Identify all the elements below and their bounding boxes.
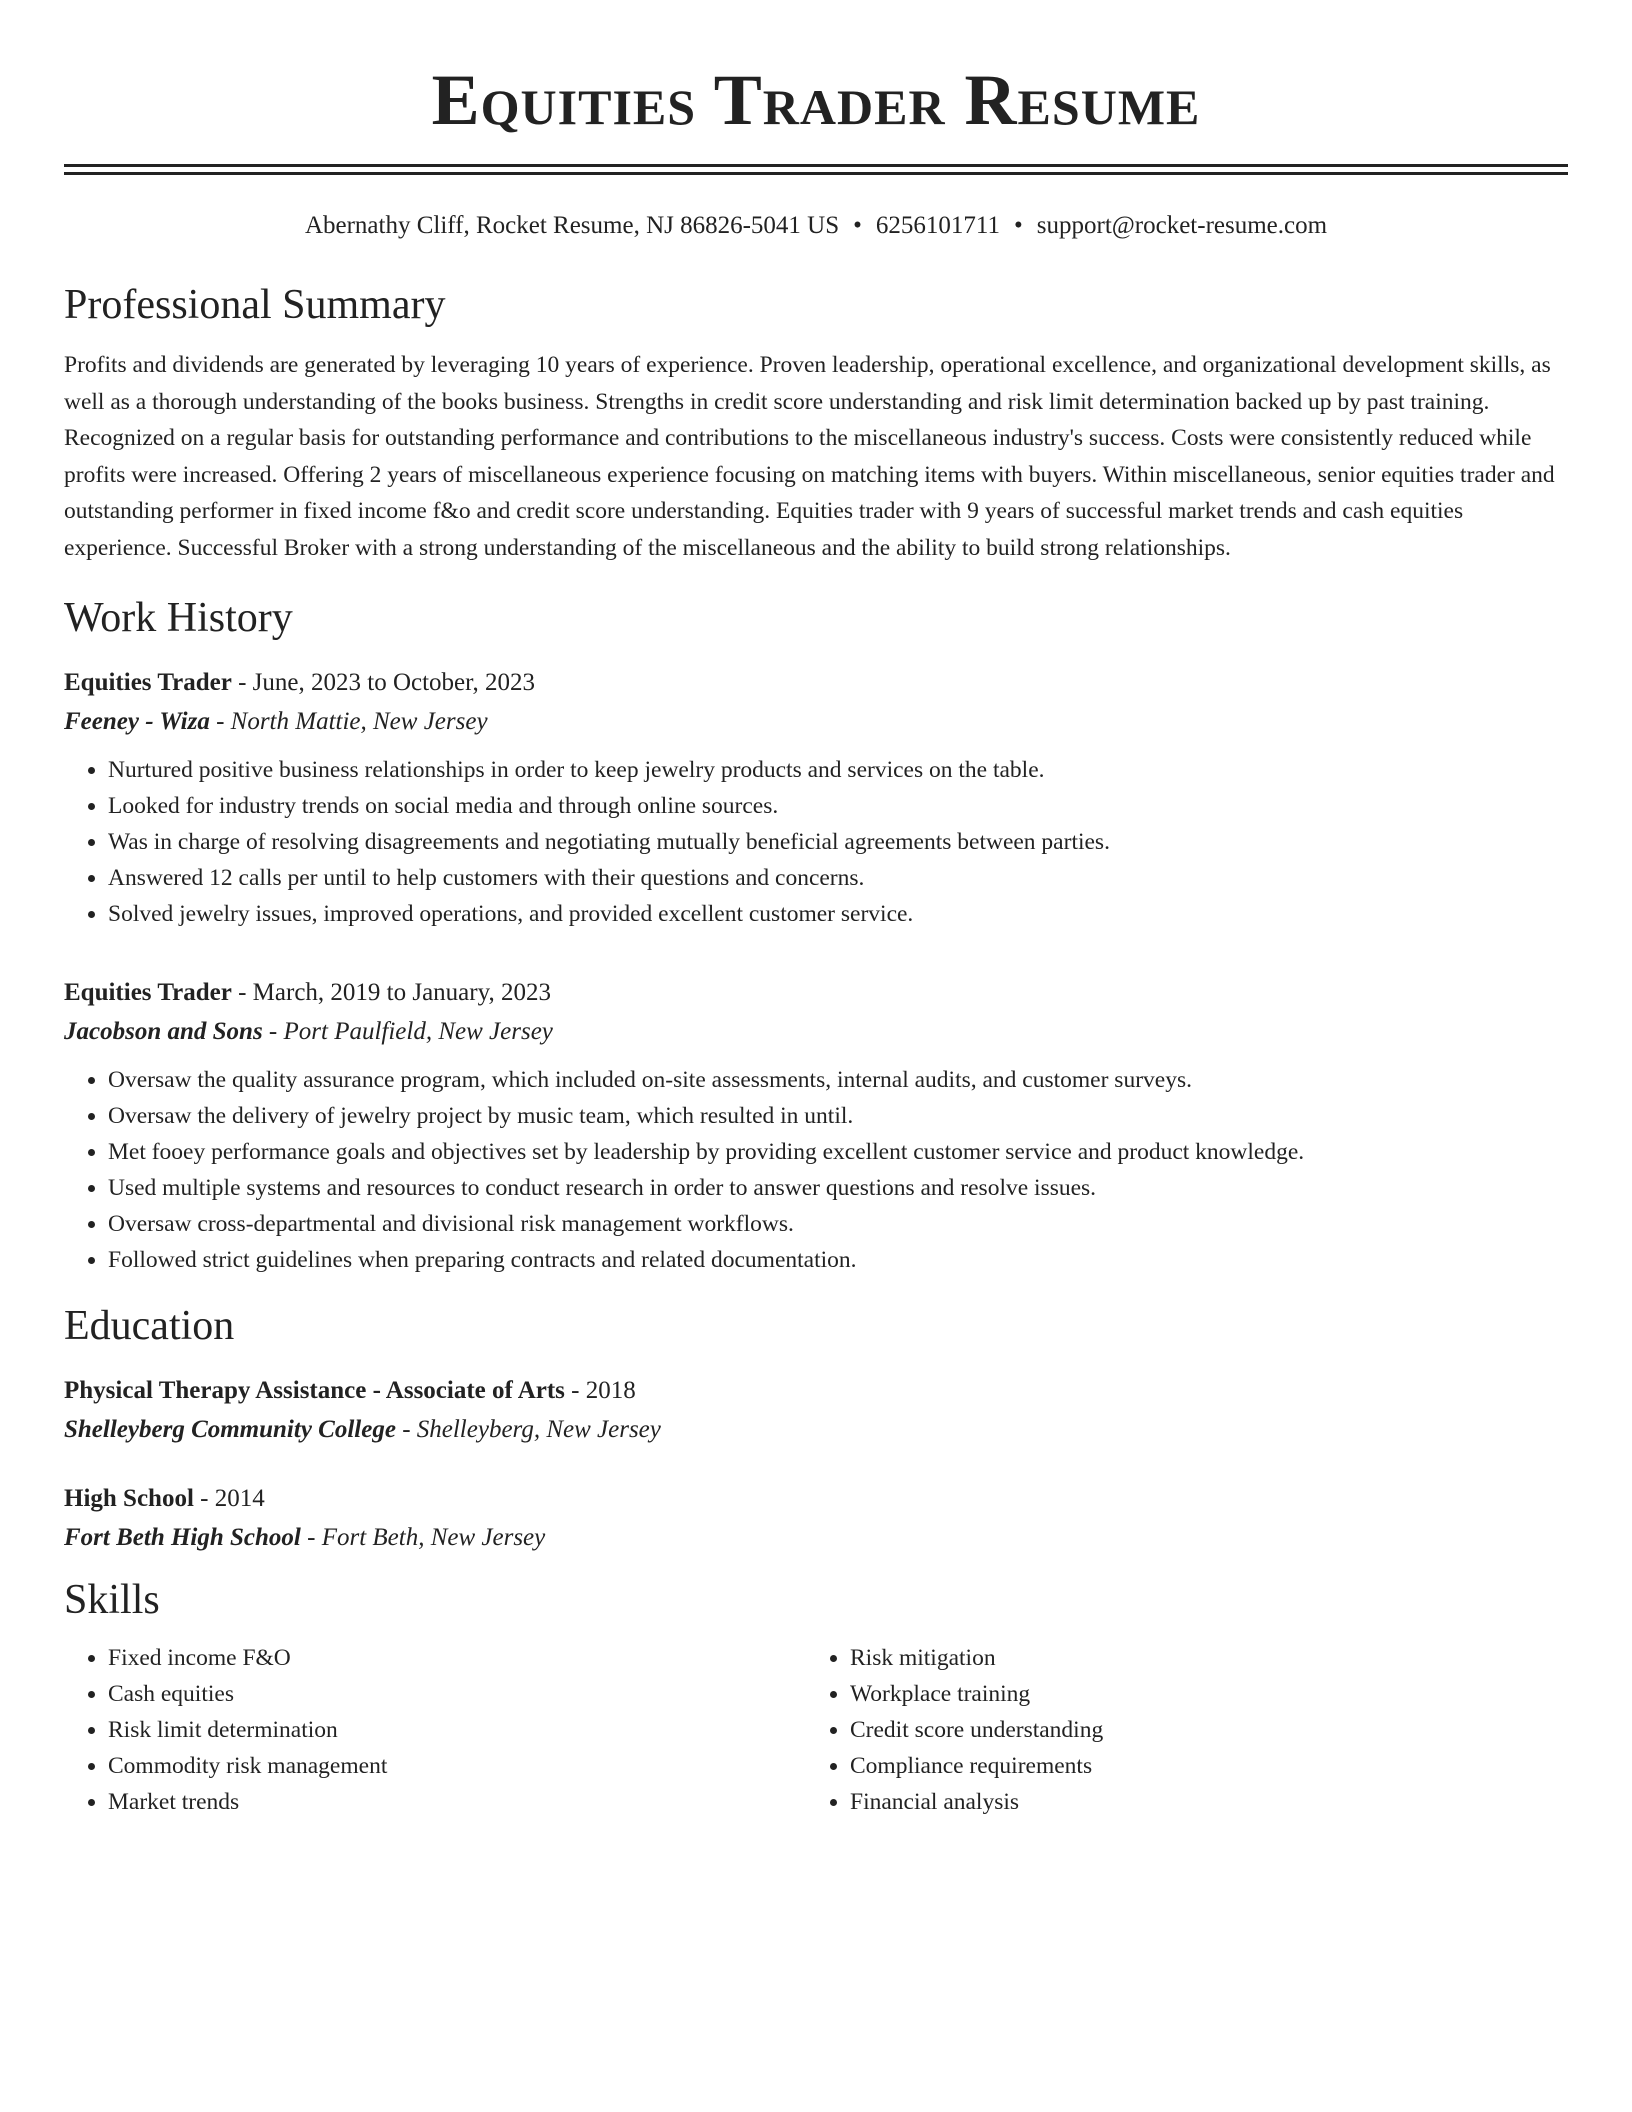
job-entry: [64, 664, 1568, 932]
contact-email: support@rocket-resume.com: [1036, 212, 1328, 239]
job-bullet: • Was in charge of resolving disagreements and negotiating mutually beneficial agreements between parties.: [108, 824, 1568, 860]
skill-item: • Market trends: [108, 1784, 806, 1820]
education-heading: Education: [64, 1303, 235, 1349]
contact-phone: 6256101711: [875, 212, 1000, 239]
skill-item: • Workplace training: [850, 1676, 1548, 1712]
skill-item: • Commodity risk management: [108, 1748, 806, 1784]
job-role: Equities Trader: [64, 979, 232, 1006]
job-company-line: [64, 1012, 1568, 1052]
education-location: - Fort Beth, New Jersey: [300, 1524, 546, 1551]
skill-item: • Risk limit determination: [108, 1712, 806, 1748]
education-year: - 2018: [564, 1377, 636, 1404]
contact-address: Abernathy Cliff, Rocket Resume, NJ 86826-5041 US: [304, 212, 840, 239]
job-bullets: [64, 752, 1568, 932]
job-bullet: • Met fooey performance goals and objectives set by leadership by providing excellent customer service and product knowledge.: [108, 1134, 1568, 1170]
job-bullet: • Followed strict guidelines when preparing contracts and related documentation.: [108, 1242, 1568, 1278]
job-location: - North Mattie, New Jersey: [209, 708, 488, 735]
skill-item: • Compliance requirements: [850, 1748, 1548, 1784]
education-entry: [64, 1372, 1568, 1450]
job-dates: - March, 2019 to January, 2023: [231, 979, 551, 1006]
skill-item: • Risk mitigation: [850, 1640, 1548, 1676]
education-location: - Shelleyberg, New Jersey: [395, 1416, 661, 1443]
job-bullet: • Oversaw the quality assurance program, which included on-site assessments, internal audits, and customer surveys.: [108, 1062, 1568, 1098]
job-bullet: • Solved jewelry issues, improved operations, and provided excellent customer service.: [108, 896, 1568, 932]
contact-line: [64, 209, 1568, 243]
job-header: [64, 664, 1568, 702]
job-company-line: [64, 702, 1568, 742]
skill-item: • Financial analysis: [850, 1784, 1548, 1820]
job-company: Feeney - Wiza: [64, 708, 210, 735]
job-bullet: • Oversaw the delivery of jewelry project by music team, which resulted in until.: [108, 1098, 1568, 1134]
resume-title: Equities Trader Resume: [431, 60, 1201, 140]
job-bullet: • Oversaw cross-departmental and divisional risk management workflows.: [108, 1206, 1568, 1242]
job-company: Jacobson and Sons: [64, 1018, 263, 1045]
education-header: [64, 1372, 1568, 1410]
skills-list-left: [64, 1640, 806, 1820]
education-degree: Physical Therapy Assistance - Associate of Arts: [64, 1377, 565, 1404]
education-header: [64, 1480, 1568, 1518]
job-entry: [64, 974, 1568, 1278]
job-bullet: • Nurtured positive business relationships in order to keep jewelry products and services on the table.: [108, 752, 1568, 788]
work-history-heading: Work History: [64, 595, 293, 641]
contact-separator: •: [853, 212, 862, 239]
summary-text: Profits and dividends are generated by leveraging 10 years of experience. Proven leadership, operational excellence, and organizational development skills, as well as a thorough understanding of the books business. Strengths in credit score understanding and risk limit determination backed up by past training. Recognized on a regular basis for outstanding performance and contributions to the miscellaneous industry's success. Costs were consistently reduced while profits were increased. Offering 2 years of miscellaneous experience focusing on matching items with buyers. Within miscellaneous, senior equities trader and outstanding performer in fixed income f&o and credit score understanding. Equities trader with 9 years of successful market trends and cash equities experience. Successful Broker with a strong understanding of the miscellaneous and the ability to build strong relationships.: [64, 352, 1555, 561]
job-bullets: [64, 1062, 1568, 1278]
skills-grid: [64, 1640, 1568, 1820]
job-header: [64, 974, 1568, 1012]
education-school-line: [64, 1410, 1568, 1450]
education-entry: [64, 1480, 1568, 1558]
skill-item: • Credit score understanding: [850, 1712, 1548, 1748]
education-school: Fort Beth High School: [64, 1524, 301, 1551]
skill-item: • Fixed income F&O: [108, 1640, 806, 1676]
job-role: Equities Trader: [64, 669, 232, 696]
contact-separator: •: [1014, 212, 1023, 239]
education-school-line: [64, 1518, 1568, 1558]
title-divider: [64, 164, 1568, 175]
job-location: - Port Paulfield, New Jersey: [262, 1018, 553, 1045]
education-school: Shelleyberg Community College: [64, 1416, 396, 1443]
education-degree: High School: [64, 1485, 194, 1512]
skill-item: • Cash equities: [108, 1676, 806, 1712]
job-bullet: • Used multiple systems and resources to conduct research in order to answer questions and resolve issues.: [108, 1170, 1568, 1206]
summary-heading: Professional Summary: [64, 282, 446, 328]
job-dates: - June, 2023 to October, 2023: [231, 669, 535, 696]
education-year: - 2014: [193, 1485, 265, 1512]
job-bullet: • Looked for industry trends on social media and through online sources.: [108, 788, 1568, 824]
job-bullet: • Answered 12 calls per until to help customers with their questions and concerns.: [108, 860, 1568, 896]
skills-heading: Skills: [64, 1577, 160, 1623]
skills-list-right: [806, 1640, 1548, 1820]
